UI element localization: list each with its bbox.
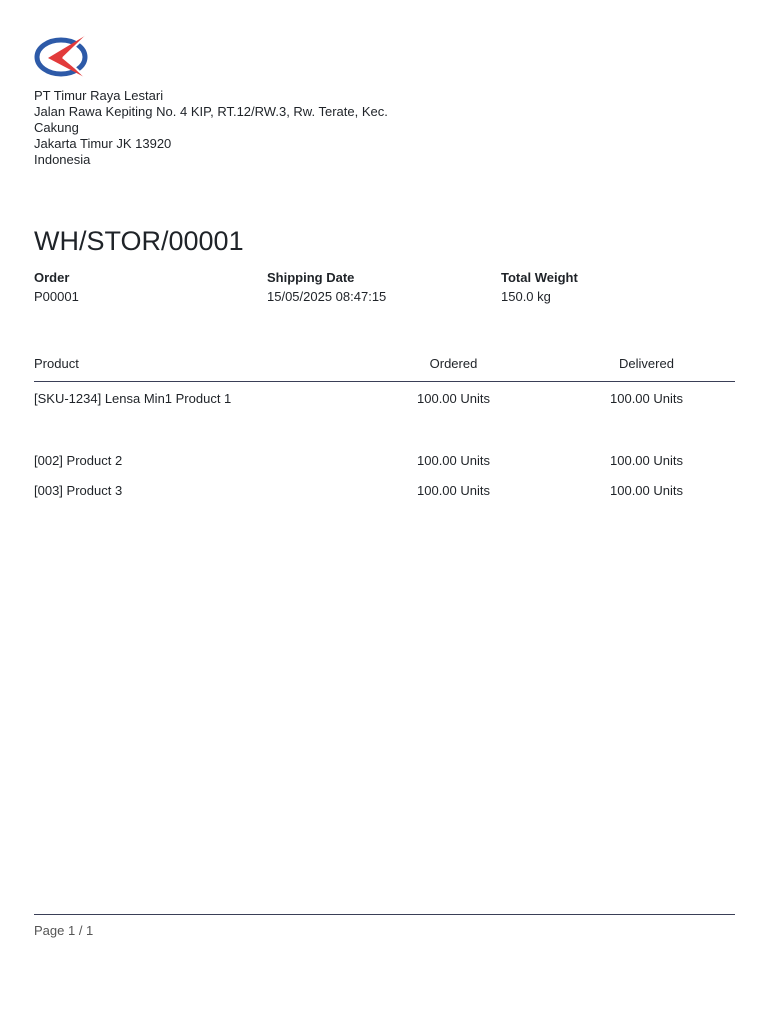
row-product: [003] Product 3 [34,483,123,498]
header-delivered: Delivered [619,356,674,371]
shipping-date-label: Shipping Date [267,270,355,285]
row-product: [SKU-1234] Lensa Min1 Product 1 [34,391,232,406]
row-delivered: 100.00 Units [610,391,683,406]
row-delivered: 100.00 Units [610,483,683,498]
company-address-block [34,88,394,168]
total-weight-info [501,269,578,305]
document-title: WH/STOR/00001 [34,226,244,256]
order-value: P00001 [34,289,79,304]
total-weight-value: 150.0 kg [501,289,551,304]
row-ordered: 100.00 Units [417,391,490,406]
company-logo-icon [34,32,90,80]
row-ordered: 100.00 Units [417,483,490,498]
row-product: [002] Product 2 [34,453,123,468]
order-info [34,269,79,305]
table-row [34,389,735,429]
company-country: Indonesia [34,152,91,167]
shipping-date-info [267,269,386,305]
row-ordered: 100.00 Units [417,453,490,468]
header-product: Product [34,356,79,371]
header-ordered: Ordered [429,356,478,371]
table-header [34,354,735,382]
page-number: Page 1 / 1 [34,923,94,938]
row-delivered: 100.00 Units [610,453,683,468]
table-row [34,481,735,501]
products-table [34,354,735,498]
company-address-line1: Jalan Rawa Kepiting No. 4 KIP, RT.12/RW.3, Rw. Terate, Kec. Cakung [34,104,388,135]
total-weight-label: Total Weight [501,270,578,285]
shipping-date-value: 15/05/2025 08:47:15 [267,289,387,304]
company-name: PT Timur Raya Lestari [34,88,164,103]
footer-divider [34,914,735,915]
company-address-line2: Jakarta Timur JK 13920 [34,136,172,151]
table-row [34,451,735,471]
order-label: Order [34,270,70,285]
